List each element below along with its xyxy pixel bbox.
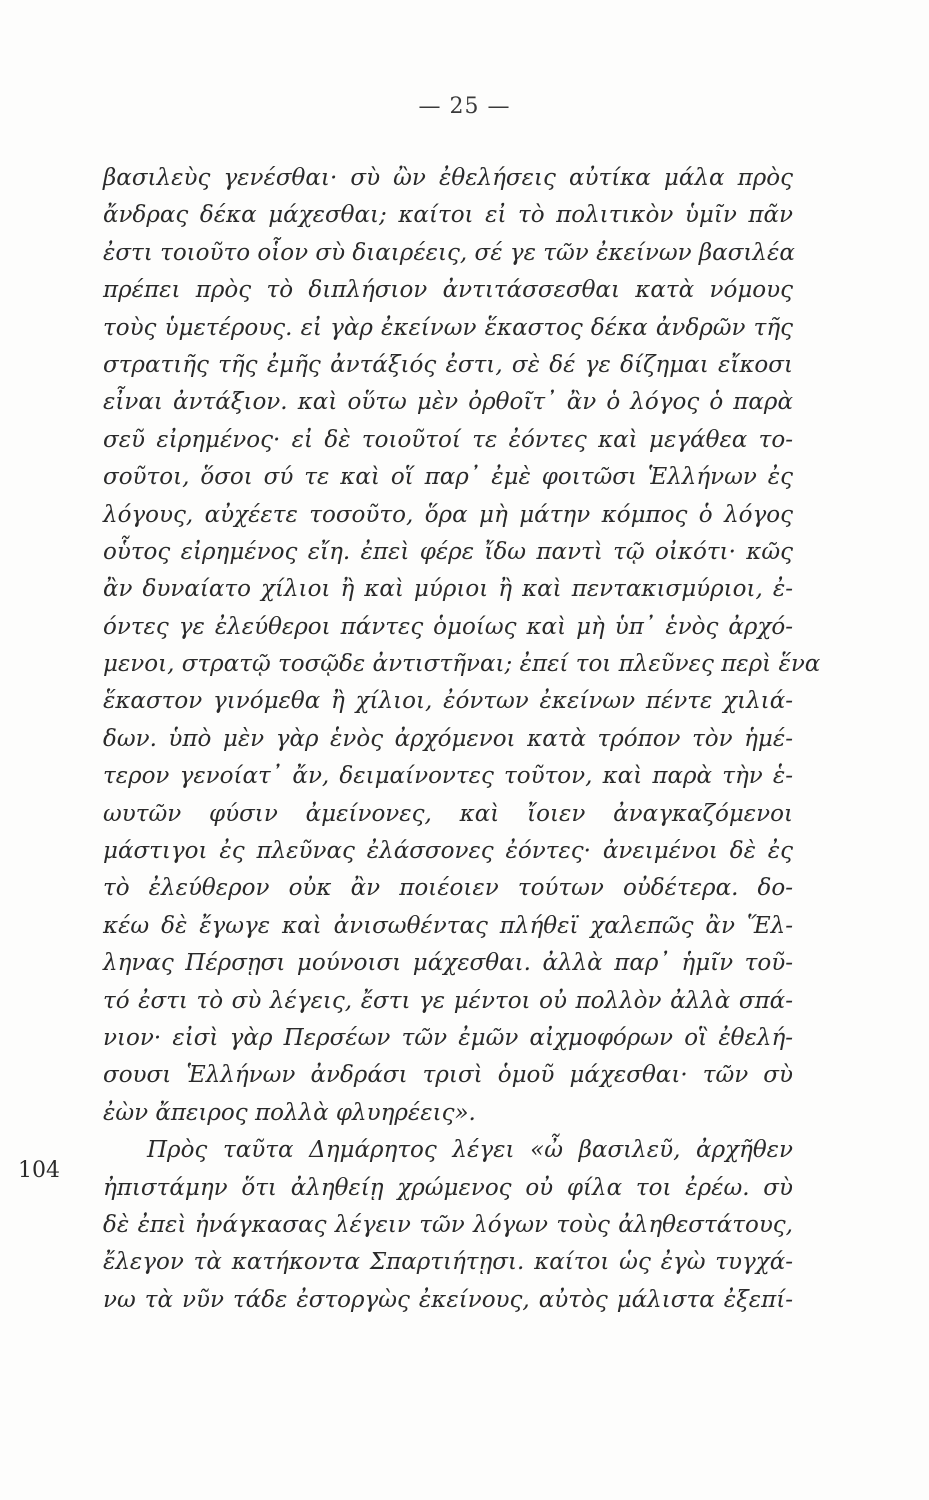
text-line: νιον· εἰσὶ γὰρ Περσέων τῶν ἐμῶν αἰχμοφόρων οἳ ἐθελή- xyxy=(103,1024,793,1051)
text-line: οὗτος εἰρημένος εἴη. ἐπεὶ φέρε ἴδω παντὶ τῷ οἰκότι· κῶς xyxy=(103,538,793,565)
text-line: ωυτῶν φύσιν ἀμείνονες, καὶ ἴοιεν ἀναγκαζόμενοι xyxy=(103,800,793,827)
text-line: ἠπιστάμην ὅτι ἀληθείῃ χρώμενος οὐ φίλα τοι ἐρέω. σὺ xyxy=(103,1174,793,1201)
paragraph-2 xyxy=(103,1132,793,1319)
text-line: δων. ὑπὸ μὲν γὰρ ἑνὸς ἀρχόμενοι κατὰ τρόπον τὸν ἡμέ- xyxy=(103,725,793,752)
text-line: ἄνδρας δέκα μάχεσθαι; καίτοι εἰ τὸ πολιτικὸν ὑμῖν πᾶν xyxy=(103,202,793,229)
text-line: στρατιῆς τῆς ἐμῆς ἀντάξιός ἐστι, σὲ δέ γε δίζημαι εἴκοσι xyxy=(103,351,793,378)
text-line: τό ἐστι τὸ σὺ λέγεις, ἔστι γε μέντοι οὐ πολλὸν ἀλλὰ σπά- xyxy=(103,987,793,1014)
text-line: σοῦτοι, ὅσοι σύ τε καὶ οἵ παρ᾽ ἐμὲ φοιτῶσι Ἑλλήνων ἐς xyxy=(103,464,793,491)
text-line: νω τὰ νῦν τάδε ἐστοργὼς ἐκείνους, αὐτὸς μάλιστα ἐξεπί- xyxy=(103,1286,793,1313)
text-line: ἕκαστον γινόμεθα ἢ χίλιοι, ἐόντων ἐκείνων πέντε χιλιά- xyxy=(103,688,793,715)
section-number: 104 xyxy=(18,1158,60,1183)
text-line: τερον γενοίατ᾽ ἄν, δειμαίνοντες τοῦτον, καὶ παρὰ τὴν ἑ- xyxy=(103,763,793,790)
text-line: σεῦ εἰρημένος· εἰ δὲ τοιοῦτοί τε ἐόντες καὶ μεγάθεα το- xyxy=(103,426,793,453)
text-line: πρέπει πρὸς τὸ διπλήσιον ἀντιτάσσεσθαι κατὰ νόμους xyxy=(103,277,793,304)
text-line: ἂν δυναίατο χίλιοι ἢ καὶ μύριοι ἢ καὶ πεντακισμύριοι, ἐ- xyxy=(103,576,793,603)
text-line: τὸ ἐλεύθερον οὐκ ἂν ποιέοιεν τούτων οὐδέτερα. δο- xyxy=(103,875,793,902)
text-line: μενοι, στρατῷ τοσῷδε ἀντιστῆναι; ἐπεί τοι πλεῦνες περὶ ἕνα xyxy=(103,651,821,678)
text-line: τοὺς ὑμετέρους. εἰ γὰρ ἐκείνων ἕκαστος δέκα ἀνδρῶν τῆς xyxy=(103,314,793,341)
paragraph-1 xyxy=(103,160,821,1132)
text-line: Πρὸς ταῦτα Δημάρητος λέγει «ὦ βασιλεῦ, ἀρχῆθεν xyxy=(147,1137,793,1164)
text-line: κέω δὲ ἔγωγε καὶ ἀνισωθέντας πλήθεϊ χαλεπῶς ἂν Ἕλ- xyxy=(103,912,793,939)
text-line: ἔλεγον τὰ κατήκοντα Σπαρτιήτῃσι. καίτοι ὡς ἐγὼ τυγχά- xyxy=(103,1249,793,1276)
body-text xyxy=(103,160,821,1319)
page-number: — 25 — xyxy=(418,94,511,119)
text-line: ληνας Πέρσῃσι μούνοισι μάχεσθαι. ἀλλὰ παρ᾽ ἡμῖν τοῦ- xyxy=(103,950,793,977)
text-line: ἐστι τοιοῦτο οἷον σὺ διαιρέεις, σέ γε τῶν ἐκείνων βασιλέα xyxy=(103,239,795,266)
text-line: όντες γε ἐλεύθεροι πάντες ὁμοίως καὶ μὴ ὑπ᾽ ἑνὸς ἀρχό- xyxy=(103,613,793,640)
text-line: λόγους, αὐχέετε τοσοῦτο, ὅρα μὴ μάτην κόμπος ὁ λόγος xyxy=(103,501,793,528)
text-line: δὲ ἐπεὶ ἠνάγκασας λέγειν τῶν λόγων τοὺς ἀληθεστάτους, xyxy=(103,1211,793,1238)
text-line: ἐὼν ἄπειρος πολλὰ φλυηρέεις». xyxy=(103,1099,476,1126)
text-line: σουσι Ἑλλήνων ἀνδράσι τρισὶ ὁμοῦ μάχεσθαι· τῶν σὺ xyxy=(103,1062,793,1089)
text-line: βασιλεὺς γενέσθαι· σὺ ὢν ἐθελήσεις αὐτίκα μάλα πρὸς xyxy=(103,165,793,191)
text-line: μάστιγοι ἐς πλεῦνας ἐλάσσονες ἐόντες· ἀνειμένοι δὲ ἐς xyxy=(103,838,793,865)
text-line: εἶναι ἀντάξιον. καὶ οὕτω μὲν ὀρθοῖτ᾽ ἂν ὁ λόγος ὁ παρὰ xyxy=(103,389,793,416)
